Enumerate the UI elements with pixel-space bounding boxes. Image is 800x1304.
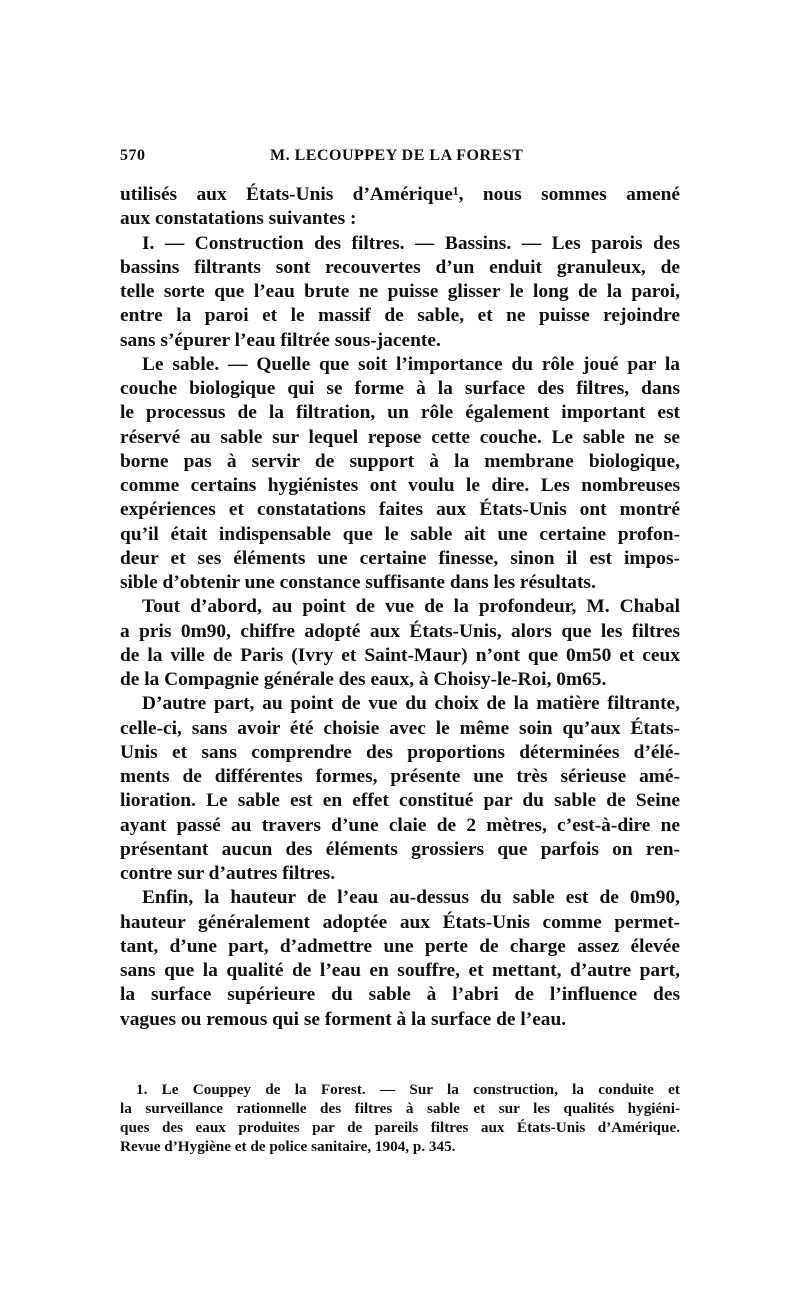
text-line: sans s’épurer l’eau filtrée sous-jacente. bbox=[120, 329, 441, 351]
text-line: borne pas à servir de support à la membrane biologique, bbox=[120, 450, 680, 472]
text-line: réservé au sable sur lequel repose cette couche. Le sable ne se bbox=[120, 426, 680, 448]
text-line: aux constatations suivantes : bbox=[120, 208, 357, 230]
page-number: 570 bbox=[120, 147, 146, 164]
footnote bbox=[120, 1080, 680, 1156]
footnote-line: 1. Le Couppey de la Forest. — Sur la construction, la conduite et bbox=[136, 1081, 680, 1098]
text-line: Tout d’abord, au point de vue de la profondeur, M. Chabal bbox=[142, 596, 680, 618]
text-line: Unis et sans comprendre des proportions déterminées d’élé- bbox=[120, 741, 680, 763]
text-line: telle sorte que l’eau brute ne puisse glisser le long de la paroi, bbox=[120, 281, 680, 302]
text-line: le processus de la filtration, un rôle également important est bbox=[120, 402, 680, 424]
text-line: deur et ses éléments une certaine finesse, sinon il est impos- bbox=[120, 547, 680, 569]
text-line: Enfin, la hauteur de l’eau au-dessus du sable est de 0m90, bbox=[142, 887, 680, 909]
body-text bbox=[120, 183, 680, 1032]
footnote-line: la surveillance rationnelle des filtres à sable et sur les qualités hygiéni- bbox=[120, 1100, 680, 1117]
footnote-line: Revue d’Hygiène et de police sanitaire, 1904, p. 345. bbox=[120, 1138, 456, 1155]
text-line: D’autre part, au point de vue du choix de la matière filtrante, bbox=[142, 693, 680, 715]
text-line: ments de différentes formes, présente une très sérieuse amé- bbox=[120, 766, 680, 787]
page-header bbox=[120, 147, 680, 171]
text-line: a pris 0m90, chiffre adopté aux États-Unis, alors que les filtres bbox=[120, 620, 680, 642]
text-line: présentant aucun des éléments grossiers que parfois on ren- bbox=[120, 838, 680, 860]
text-line: comme certains hygiénistes ont voulu le dire. Les nombreuses bbox=[120, 475, 680, 496]
text-line: bassins filtrants sont recouvertes d’un enduit granuleux, de bbox=[120, 256, 680, 278]
text-line: ayant passé au travers d’une claie de 2 mètres, c’est-à-dire ne bbox=[120, 814, 680, 836]
text-line: la surface supérieure du sable à l’abri de l’influence des bbox=[120, 984, 680, 1006]
text-line: sible d’obtenir une constance suffisante dans les résultats. bbox=[120, 572, 596, 593]
text-line: de la Compagnie générale des eaux, à Choisy-le-Roi, 0m65. bbox=[120, 669, 607, 690]
text-line: couche biologique qui se forme à la surface des filtres, dans bbox=[120, 378, 680, 399]
footnote-line: ques des eaux produites par de pareils filtres aux États-Unis d’Amérique. bbox=[120, 1119, 680, 1136]
text-line: tant, d’une part, d’admettre une perte de charge assez élevée bbox=[120, 935, 680, 957]
text-line: hauteur généralement adoptée aux États-Unis comme permet- bbox=[120, 911, 680, 933]
text-line: entre la paroi et le massif de sable, et ne puisse rejoindre bbox=[120, 305, 680, 327]
running-head: M. LECOUPPEY DE LA FOREST bbox=[270, 147, 524, 164]
text-line: contre sur d’autres filtres. bbox=[120, 863, 336, 884]
text-line: lioration. Le sable est en effet constitué par du sable de Seine bbox=[120, 790, 680, 812]
text-line: expériences et constatations faites aux États-Unis ont montré bbox=[120, 499, 680, 521]
text-line: celle-ci, sans avoir été choisie avec le même soin qu’aux États- bbox=[120, 717, 680, 739]
text-line: qu’il était indispensable que le sable ait une certaine profon- bbox=[120, 523, 680, 545]
text-line: vagues ou remous qui se forment à la surface de l’eau. bbox=[120, 1008, 567, 1030]
text-line: de la ville de Paris (Ivry et Saint-Maur) n’ont que 0m50 et ceux bbox=[120, 644, 680, 666]
text-line: sans que la qualité de l’eau en souffre, et mettant, d’autre part, bbox=[120, 960, 680, 981]
text-line: Le sable. — Quelle que soit l’importance du rôle joué par la bbox=[142, 353, 680, 375]
text-line: I. — Construction des filtres. — Bassins. — Les parois des bbox=[142, 232, 680, 254]
text-line: utilisés aux États-Unis d’Amérique¹, nous sommes amené bbox=[120, 184, 680, 205]
